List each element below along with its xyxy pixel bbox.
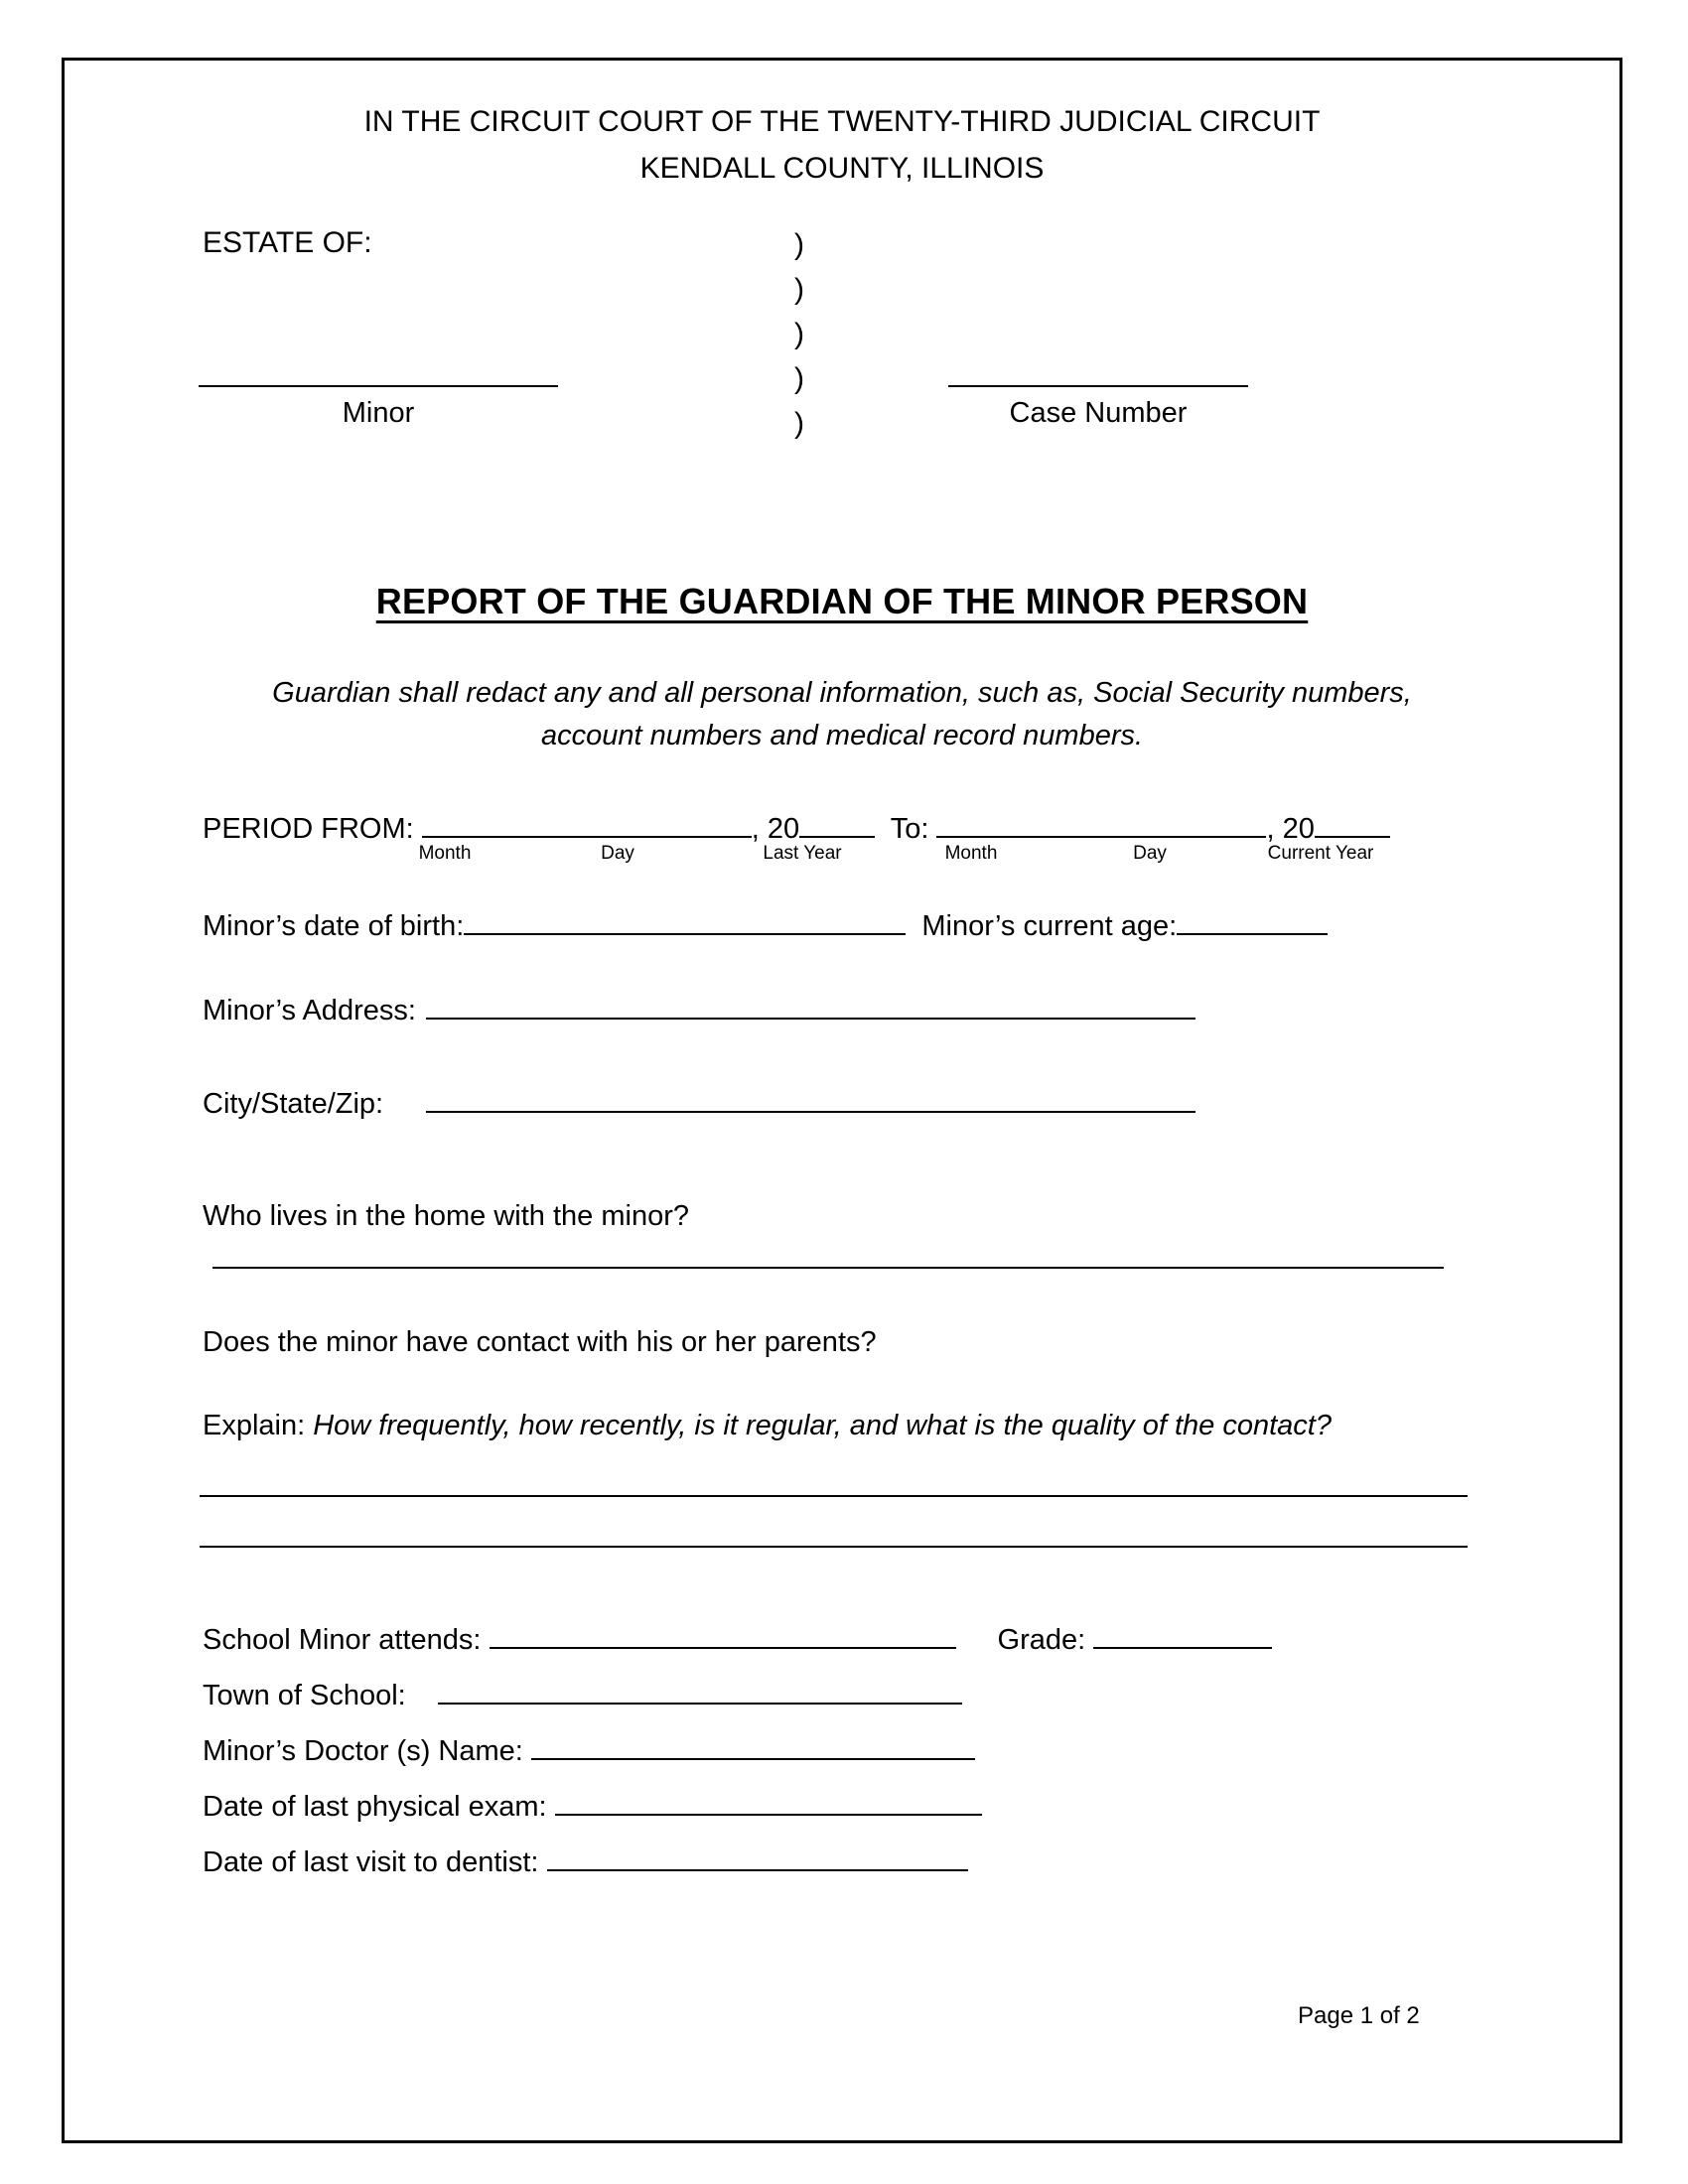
city-state-zip-label: City/State/Zip: (203, 1088, 384, 1120)
school-blank[interactable] (490, 1615, 956, 1649)
explain-label: Explain: (203, 1410, 314, 1441)
document-page-border (62, 58, 1622, 2143)
sublabel-day-to: Day (1133, 843, 1167, 864)
sublabel-current-year: Current Year (1267, 843, 1374, 864)
period-to-year-prefix: , 20 (1266, 813, 1315, 845)
paren: ) (794, 407, 804, 440)
current-age-blank[interactable] (1177, 901, 1328, 935)
physical-exam-blank[interactable] (555, 1782, 982, 1816)
address-row (203, 986, 1196, 1027)
redaction-note-line2: account numbers and medical record numbers. (540, 720, 1144, 751)
period-to-year-blank[interactable] (1315, 804, 1390, 838)
explain-line-2-blank[interactable] (200, 1546, 1468, 1548)
doctor-row (203, 1726, 1533, 1782)
minor-name-blank[interactable] (199, 385, 558, 387)
period-from-year-prefix: , 20 (751, 813, 800, 845)
sublabel-day-from: Day (601, 843, 634, 864)
school-label: School Minor attends: (203, 1624, 490, 1656)
period-sublabels (65, 843, 1619, 869)
school-medical-section (203, 1615, 1533, 1893)
court-header (65, 98, 1619, 192)
explain-row (203, 1410, 1332, 1442)
town-label: Town of School: (203, 1680, 438, 1711)
form-title-row (65, 581, 1619, 622)
court-header-line2: KENDALL COUNTY, ILLINOIS (639, 152, 1045, 185)
physical-exam-label: Date of last physical exam: (203, 1791, 555, 1823)
doctor-blank[interactable] (531, 1726, 975, 1760)
redaction-note-line1: Guardian shall redact any and all personal information, such as, Social Security numbers, (272, 677, 1412, 709)
dentist-blank[interactable] (547, 1838, 968, 1871)
sublabel-month-from: Month (418, 843, 472, 864)
page-number: Page 1 of 2 (1298, 2002, 1420, 2029)
sublabel-month-to: Month (944, 843, 998, 864)
period-from-label: PERIOD FROM: (203, 813, 422, 845)
paren: ) (794, 318, 804, 350)
address-label: Minor’s Address: (203, 995, 424, 1026)
period-row (203, 804, 1533, 846)
dob-blank[interactable] (464, 901, 906, 935)
paren: ) (794, 228, 804, 261)
form-title: REPORT OF THE GUARDIAN OF THE MINOR PERSON (375, 581, 1309, 621)
paren: ) (794, 362, 804, 395)
redaction-note (65, 672, 1619, 757)
dentist-label: Date of last visit to dentist: (203, 1846, 547, 1878)
estate-of-label: ESTATE OF: (203, 226, 372, 259)
case-number-blank[interactable] (948, 385, 1248, 387)
city-state-zip-blank[interactable] (426, 1079, 1196, 1113)
explain-line-1-blank[interactable] (200, 1495, 1468, 1497)
sublabel-last-year: Last Year (763, 843, 842, 864)
doctor-label: Minor’s Doctor (s) Name: (203, 1735, 531, 1767)
dob-label: Minor’s date of birth: (203, 910, 465, 942)
dentist-row (203, 1838, 1533, 1893)
physical-exam-row (203, 1782, 1533, 1838)
who-lives-blank[interactable] (212, 1267, 1444, 1269)
dob-row (203, 901, 1328, 943)
minor-label: Minor (342, 397, 415, 429)
parent-contact-question: Does the minor have contact with his or her parents? (203, 1326, 877, 1358)
grade-blank[interactable] (1093, 1615, 1272, 1649)
period-to-date-blank[interactable] (936, 804, 1266, 838)
town-blank[interactable] (438, 1671, 962, 1705)
period-from-date-blank[interactable] (422, 804, 752, 838)
paren: ) (794, 273, 804, 306)
city-state-zip-row (203, 1079, 1196, 1121)
town-row (203, 1671, 1533, 1726)
current-age-label: Minor’s current age: (906, 910, 1178, 942)
caption-paren-column (794, 222, 804, 446)
school-row (203, 1615, 1533, 1671)
explain-prompt: How frequently, how recently, is it regular, and what is the quality of the contact? (313, 1410, 1332, 1441)
address-blank[interactable] (426, 986, 1196, 1020)
period-from-year-blank[interactable] (799, 804, 875, 838)
case-number-label: Case Number (1009, 397, 1188, 429)
court-header-line1: IN THE CIRCUIT COURT OF THE TWENTY-THIRD JUDICIAL CIRCUIT (363, 105, 1321, 138)
case-caption-block (203, 226, 1493, 455)
period-to-label: To: (875, 813, 937, 845)
grade-label: Grade: (997, 1624, 1094, 1656)
who-lives-question: Who lives in the home with the minor? (203, 1200, 689, 1232)
